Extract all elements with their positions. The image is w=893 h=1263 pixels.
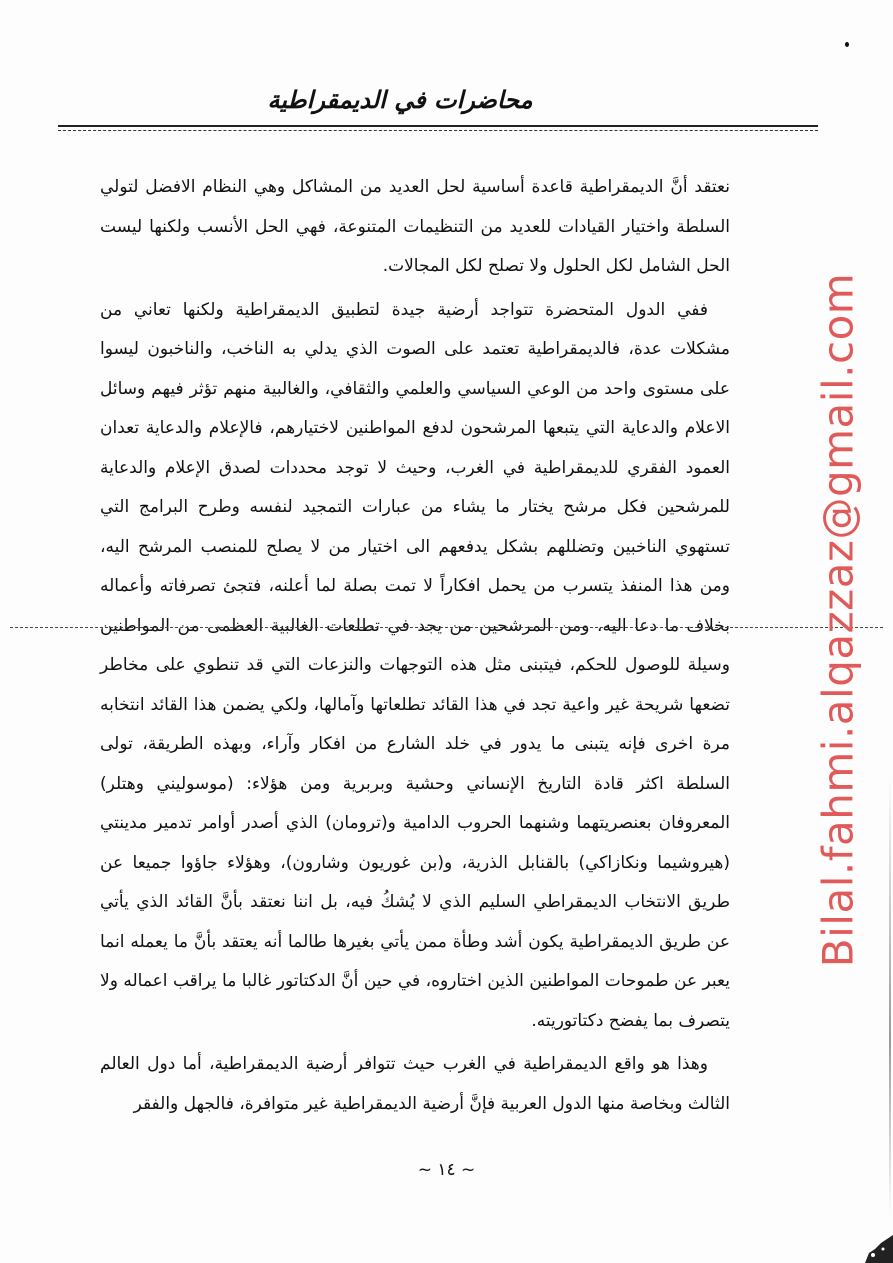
header-divider bbox=[58, 125, 818, 127]
scan-speck bbox=[845, 42, 849, 47]
body-text bbox=[100, 168, 730, 1128]
paragraph-2: ففي الدول المتحضرة تتواجد أرضية جيدة لتطبيق الديمقراطية ولكنها تعاني من مشكلات عدة، فالديمقراطية تعتمد على الصوت الذي يدلي به الناخب، والناخبون ليسوا على مستوى واحد من الوعي السياسي والعلمي والثقافي، والغالبية منهم تؤثر فيهم وسائل الاعلام والدعاية التي يتبعها المرشحون لدفع المواطنين لاختيارهم، فالإعلام والدعاية تعدان العمود الفقري للديمقراطية في الغرب، وحيث لا توجد محددات لصدق الإعلام والدعاية للمرشحين فكل مرشح يختار ما يشاء من عبارات التمجيد لنفسه وطرح البرامج التي تستهوي الناخبين وتضللهم بشكل يدفعهم الى اختيار من لا يصلح للمنصب المرشح اليه، ومن هذا المنفذ يتسرب من يحمل افكاراً لا تمت بصلة لما أعلنه، فتجئ تصرفاته وأعماله بخلاف ما دعا اليه، ومن المرشحين من يجد في تطلعات الغالبية العظمى من المواطنين وسيلة للوصول للحكم، فيتبنى مثل هذه التوجهات والنزعات التي قد تنطوي على مخاطر تضعها شريحة غير واعية تجد في هذا القائد تطلعاتها وآمالها، ولكي يضمن هذا القائد انتخابه مرة اخرى فإنه يتبنى ما يدور في خلد الشارع من افكار وآراء، وبهذه الطريقة، تولى السلطة اكثر قادة التاريخ الإنساني وحشية وبربرية ومن هؤلاء: (موسوليني وهتلر) المعروفان بعنصريتهما وشنهما الحروب الدامية و(ترومان) الذي أصدر أوامر تدمير مدينتي (هيروشيما ونكازاكي) بالقنابل الذرية، و(بن غوريون وشارون)، وهؤلاء جاؤوا جميعا عن طريق الانتخاب الديمقراطي السليم الذي لا يُشكُ فيه، بل اننا نعتقد بأنَّ القائد الذي يأتي عن طريق الديمقراطية يكون أشد وطأة ممن يأتي بغيرها طالما أنه يعتقد بأنَّ ما يعمله انما يعبر عن طموحات المواطنين الذين اختاروه، في حين أنَّ الدكتاتور غالبا ما يراقب اعماله ولا يتصرف بما يفضح دكتاتوريته. bbox=[100, 299, 730, 1031]
page-number: ~ ١٤ ~ bbox=[417, 1160, 476, 1180]
header-divider-secondary bbox=[58, 130, 818, 131]
paragraph-3: وهذا هو واقع الديمقراطية في الغرب حيث تتوافر أرضية الديمقراطية، أما دول العالم الثالث وبخاصة منها الدول العربية فإنَّ أرضية الديمقراطية غير متوافرة، فالجهل والفقر bbox=[100, 1054, 730, 1114]
scan-corner-mark bbox=[853, 1223, 893, 1263]
page-header-title: محاضرات في الديمقراطية bbox=[267, 86, 533, 114]
paragraph-1: نعتقد أنَّ الديمقراطية قاعدة أساسية لحل العديد من المشاكل وهي النظام الافضل لتولي السلطة واختيار القيادات للعديد من التنظيمات المتنوعة، فهي الحل الأنسب ولكنها ليست الحل الشامل لكل الحلول ولا تصلح لكل المجالات. bbox=[100, 177, 730, 276]
email-watermark: Bilal.fahmi.alqazzaz@gmail.com bbox=[813, 272, 863, 968]
scan-edge-shadow bbox=[889, 770, 891, 1220]
scan-fold-line bbox=[10, 627, 883, 628]
